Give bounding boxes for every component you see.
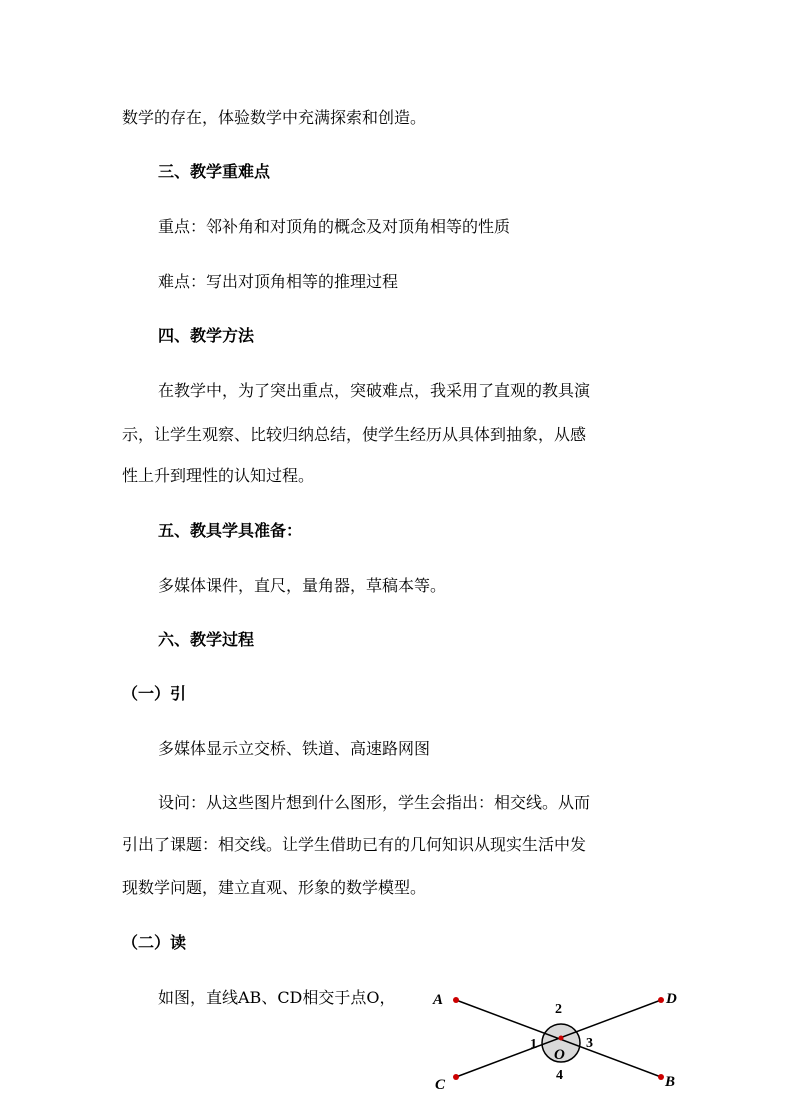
point-d xyxy=(658,997,664,1003)
text-line: 数学的存在，体验数学中充满探索和创造。 xyxy=(122,108,427,127)
text-line: 重点：邻补角和对顶角的概念及对顶角相等的性质 xyxy=(158,217,511,236)
intersecting-lines-figure xyxy=(425,980,690,1100)
subsection-heading: （一）引 xyxy=(122,684,187,703)
subsection-heading: （二）读 xyxy=(122,933,187,952)
text-line: 性上升到理性的认知过程。 xyxy=(122,466,315,485)
point-b xyxy=(658,1074,664,1080)
point-c xyxy=(453,1074,459,1080)
section-heading: 三、教学重难点 xyxy=(158,162,271,181)
angle-label-1: 1 xyxy=(530,1037,537,1052)
section-heading: 四、教学方法 xyxy=(158,326,255,345)
section-heading: 六、教学过程 xyxy=(158,630,255,649)
label-a: A xyxy=(433,992,444,1008)
point-o xyxy=(559,1036,564,1041)
angle-label-3: 3 xyxy=(586,1036,593,1051)
text-line: 在教学中，为了突出重点，突破难点，我采用了直观的教具演 xyxy=(158,381,591,400)
text-line: 多媒体显示立交桥、铁道、高速路网图 xyxy=(158,739,431,758)
section-heading: 五、教具学具准备： xyxy=(158,521,303,540)
angle-label-2: 2 xyxy=(555,1002,562,1017)
text-line: 难点：写出对顶角相等的推理过程 xyxy=(158,272,399,291)
angle-label-4: 4 xyxy=(556,1068,563,1083)
label-o: O xyxy=(554,1047,565,1063)
label-b: B xyxy=(665,1074,676,1090)
point-a xyxy=(453,997,459,1003)
text-line: 如图，直线AB、CD相交于点O， xyxy=(158,988,396,1007)
text-line: 引出了课题：相交线。让学生借助已有的几何知识从现实生活中发 xyxy=(122,835,587,854)
text-line: 设问：从这些图片想到什么图形，学生会指出：相交线。从而 xyxy=(158,793,591,812)
label-d: D xyxy=(666,991,677,1007)
text-line: 多媒体课件，直尺，量角器，草稿本等。 xyxy=(158,576,447,595)
text-line: 现数学问题，建立直观、形象的数学模型。 xyxy=(122,878,427,897)
label-c: C xyxy=(435,1077,446,1093)
text-line: 示，让学生观察、比较归纳总结，使学生经历从具体到抽象，从感 xyxy=(122,425,587,444)
